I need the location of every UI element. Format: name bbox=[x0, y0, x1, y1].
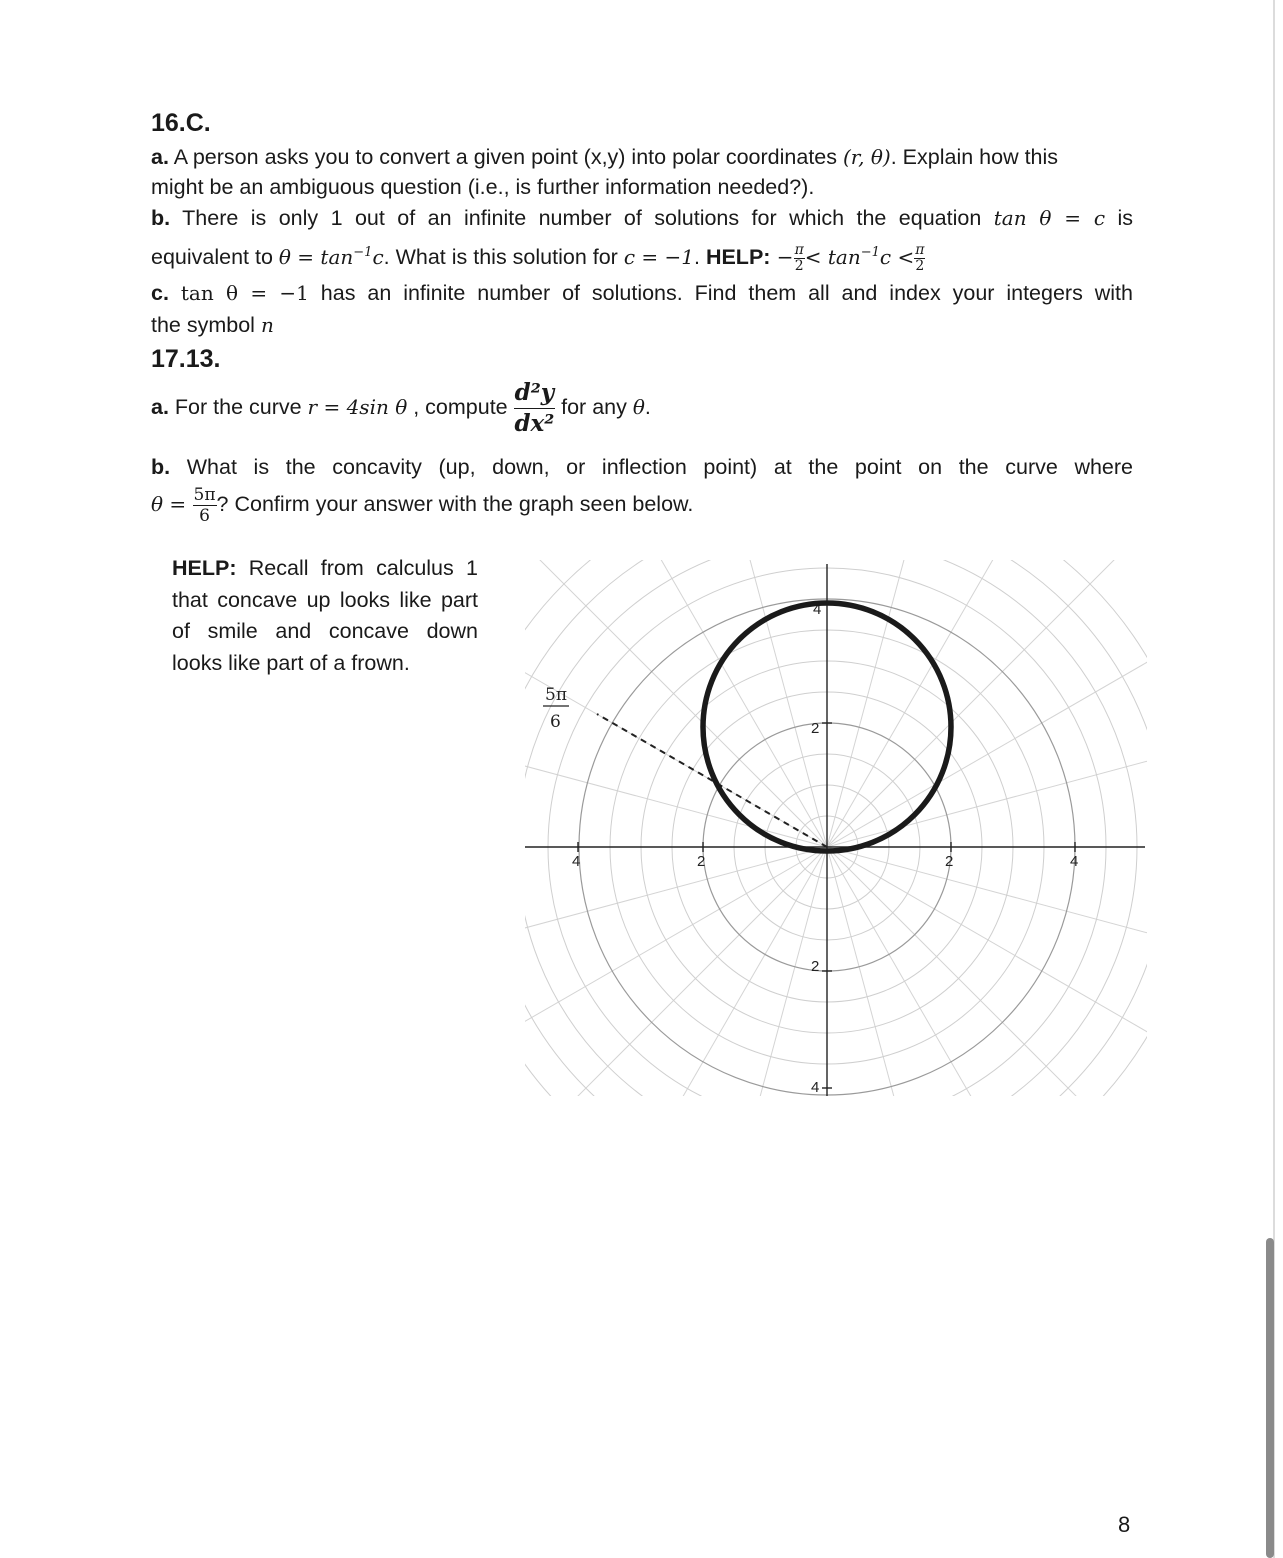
q16-b-line2-text3: . bbox=[693, 245, 706, 270]
grid-ray bbox=[525, 847, 827, 1100]
fraction-denominator: dx² bbox=[514, 410, 555, 437]
grid-ray bbox=[827, 847, 1147, 1077]
grid-ray bbox=[597, 847, 827, 1100]
help-line4: looks like part of a frown. bbox=[172, 650, 410, 675]
fraction-numerator: d²y bbox=[514, 378, 556, 409]
polar-grid bbox=[525, 560, 1147, 1100]
fraction-numerator: 5π bbox=[193, 485, 216, 505]
fraction-denominator: 6 bbox=[199, 506, 210, 526]
q16-a-text1: A person asks you to convert a given point (x,y) into polar coordinates bbox=[168, 145, 843, 169]
q16-b-sup1: −1 bbox=[353, 245, 373, 260]
q16-c-label: c. bbox=[151, 281, 169, 305]
grid-ray bbox=[525, 728, 827, 847]
q17-a-text1: For the curve bbox=[168, 395, 308, 420]
q16-b-help-c: c < bbox=[879, 245, 915, 270]
five-pi-over-six-fraction bbox=[193, 485, 217, 526]
q16-title: 16.C. bbox=[151, 109, 211, 137]
tick-label-y-neg4: 4 bbox=[811, 1079, 820, 1096]
q17-b-theta: θ = bbox=[151, 492, 193, 517]
q16-c-line2 bbox=[151, 310, 274, 340]
grid-circle bbox=[525, 560, 1137, 1100]
grid-ray bbox=[827, 560, 1057, 847]
grid-circle bbox=[525, 560, 1147, 1100]
help-label: HELP: bbox=[172, 556, 237, 580]
help-line3: of smile and concave down bbox=[172, 619, 478, 643]
q16-b-math2b: c bbox=[372, 245, 384, 270]
q16-b-line2 bbox=[151, 238, 925, 274]
grid-ray bbox=[525, 847, 827, 966]
q16-b-line2-text2: . What is this solution for bbox=[383, 245, 624, 270]
grid-ray bbox=[708, 847, 827, 1100]
angle-label bbox=[543, 685, 569, 732]
grid-ray bbox=[827, 847, 1147, 1100]
q16-c-line2-text: the symbol bbox=[151, 313, 261, 337]
pi-over-2-fraction-right bbox=[914, 243, 925, 274]
fraction-denominator: 2 bbox=[915, 257, 925, 274]
axes bbox=[525, 564, 1145, 1096]
q16-b-text1: There is only 1 out of an infinite number of solutions for which the equation bbox=[170, 206, 994, 230]
second-derivative-fraction bbox=[514, 378, 556, 439]
q16-b-math3: c = −1 bbox=[623, 245, 694, 270]
q16-a-line1 bbox=[151, 142, 1058, 172]
grid-ray bbox=[597, 560, 827, 847]
q17-b-q: ? bbox=[216, 492, 229, 517]
q17-b-text1: What is the concavity (up, down, or inflection point) at the point on the curve where bbox=[170, 455, 1133, 479]
q16-b-math2: θ = tan bbox=[278, 245, 354, 270]
q17-b-text2: Confirm your answer with the graph seen below. bbox=[228, 492, 694, 517]
q16-b-label: b. bbox=[151, 206, 171, 230]
q17-a-text2: , compute bbox=[407, 395, 514, 420]
help-line2: that concave up looks like part bbox=[172, 587, 478, 612]
q16-b-line1 bbox=[151, 203, 1133, 233]
grid-ray bbox=[827, 728, 1147, 847]
q16-c-math: tan θ = −1 bbox=[180, 281, 309, 305]
grid-ray bbox=[827, 847, 946, 1100]
q16-b-help-label: HELP: bbox=[705, 245, 771, 270]
q16-c-line1 bbox=[151, 278, 1133, 308]
tick-label-x-2: 2 bbox=[945, 853, 954, 870]
q16-b-help-minus: − bbox=[770, 245, 794, 270]
fraction-numerator: π bbox=[794, 241, 804, 258]
q17-a-theta: θ bbox=[632, 395, 645, 420]
q16-a-label: a. bbox=[151, 145, 169, 169]
tick-label-x-neg2: 2 bbox=[697, 853, 706, 870]
help-line1-text: Recall from calculus 1 bbox=[236, 556, 478, 580]
q16-a-line2: might be an ambiguous question (i.e., is further information needed?). bbox=[151, 175, 815, 199]
grid-circle bbox=[525, 560, 1147, 1100]
angle-label-num: 5π bbox=[545, 685, 567, 705]
q16-c-n: n bbox=[260, 313, 274, 337]
scrollbar[interactable] bbox=[1266, 1238, 1274, 1558]
tick-label-x-4: 4 bbox=[1070, 853, 1079, 870]
q17-title: 17.13. bbox=[151, 345, 221, 373]
help-box bbox=[172, 553, 478, 679]
q16-b-text2: is bbox=[1105, 206, 1133, 230]
polar-grid-circles-minor bbox=[525, 560, 1147, 1100]
q16-b-sup2: −1 bbox=[860, 245, 880, 260]
q16-a-text2: . Explain how this bbox=[890, 145, 1059, 169]
q17-a-text3: for any bbox=[561, 395, 633, 420]
polar-graph bbox=[525, 560, 1147, 1100]
page-number: 8 bbox=[1118, 1512, 1131, 1537]
q17-a-line bbox=[151, 378, 651, 439]
q17-b-label: b. bbox=[151, 455, 171, 479]
q16-a-math: (r, θ) bbox=[842, 145, 891, 169]
grid-ray bbox=[827, 847, 1147, 966]
fraction-numerator: π bbox=[915, 241, 925, 258]
tick-label-y-neg2: 2 bbox=[811, 958, 820, 975]
grid-ray bbox=[827, 617, 1147, 847]
q16-b-math1: tan θ = c bbox=[993, 206, 1106, 230]
polar-grid-rays bbox=[525, 560, 1147, 1100]
tick-label-x-neg4: 4 bbox=[572, 853, 581, 870]
help-line1 bbox=[172, 553, 478, 585]
q17-b-line2 bbox=[151, 485, 693, 526]
q16-b-help-mid: < tan bbox=[804, 245, 861, 270]
tick-label-y-4: 4 bbox=[813, 601, 822, 618]
q16-b-line2-text1: equivalent to bbox=[151, 245, 279, 270]
fraction-denominator: 2 bbox=[794, 257, 804, 274]
grid-ray bbox=[827, 847, 1057, 1100]
q17-a-math: r = 4sin θ bbox=[307, 395, 408, 420]
q16-c-text1: has an infinite number of solutions. Find them all and index your integers with bbox=[308, 281, 1133, 305]
q17-b-line1 bbox=[151, 452, 1133, 482]
q17-a-dot: . bbox=[644, 395, 651, 420]
tick-label-y-2: 2 bbox=[811, 720, 820, 737]
angle-label-den: 6 bbox=[550, 712, 561, 732]
pi-over-2-fraction-left bbox=[794, 243, 805, 274]
q17-a-label: a. bbox=[151, 395, 169, 420]
